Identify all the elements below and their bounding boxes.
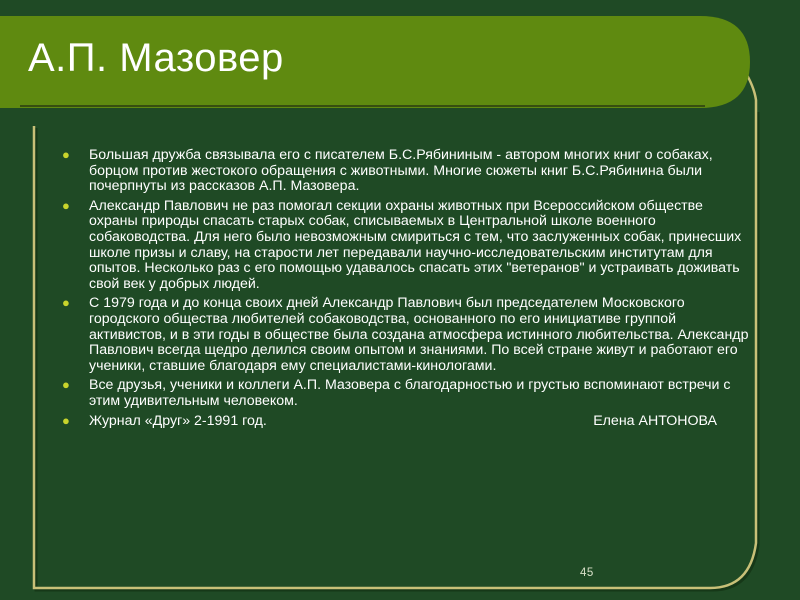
bullet-item-source [62,414,752,430]
bullet-text: Все друзья, ученики и коллеги А.П. Мазовера с благодарностью и грустью вспоминают встречи с этим удивительным человеком. [89,377,731,409]
bullet-text: Александр Павлович не раз помогал секции охраны животных при Всероссийском обществе охраны природы спасать старых собак, списываемых в Центральной школе военного собаководства. Для него было невозможным смириться с тем, что заслуженных собак, принесших школе призы и славу, на старости лет передавали научно-исследовательским институтам для опытов. Несколько раз с его помощью удавалось спасать этих "ветеранов" и устраивать доживать свой век у добрых людей. [89,197,742,292]
bullet-dot-icon: ● [62,412,70,428]
bullet-list [62,148,752,433]
bullet-dot-icon: ● [62,377,70,393]
bullet-item [62,296,752,374]
bullet-text: Большая дружба связывала его с писателем Б.С.Рябининым - автором многих книг о собаках, борцом против жестокого обращения с животными. Многие сюжеты книг Б.С.Рябинина были почерпнуты из рассказов А.П. Мазовера. [89,147,713,195]
bullet-dot-icon: ● [62,295,70,311]
slide-title: А.П. Мазовер [28,36,284,80]
page-number: 45 [580,567,594,579]
bullet-item [62,199,752,293]
bullet-dot-icon: ● [62,197,70,213]
bullet-item [62,378,752,409]
source-row [89,414,717,430]
bullet-dot-icon: ● [62,147,70,162]
bullet-item [62,148,752,195]
source-author: Елена АНТОНОВА [593,412,717,429]
bullet-text: С 1979 года и до конца своих дней Александр Павлович был председателем Московского городского общества любителей собаководства, основанного по его инициативе группой активистов, и в эти годы в обществе была создана атмосфера истинного любительства. Александр Павлович всегда щедро делился своим опытом и знаниями. По всей стране живут и работают его ученики, ставшие благодаря ему специалистами-кинологами. [89,295,749,374]
source-journal: Журнал «Друг» 2-1991 год. [89,412,267,429]
